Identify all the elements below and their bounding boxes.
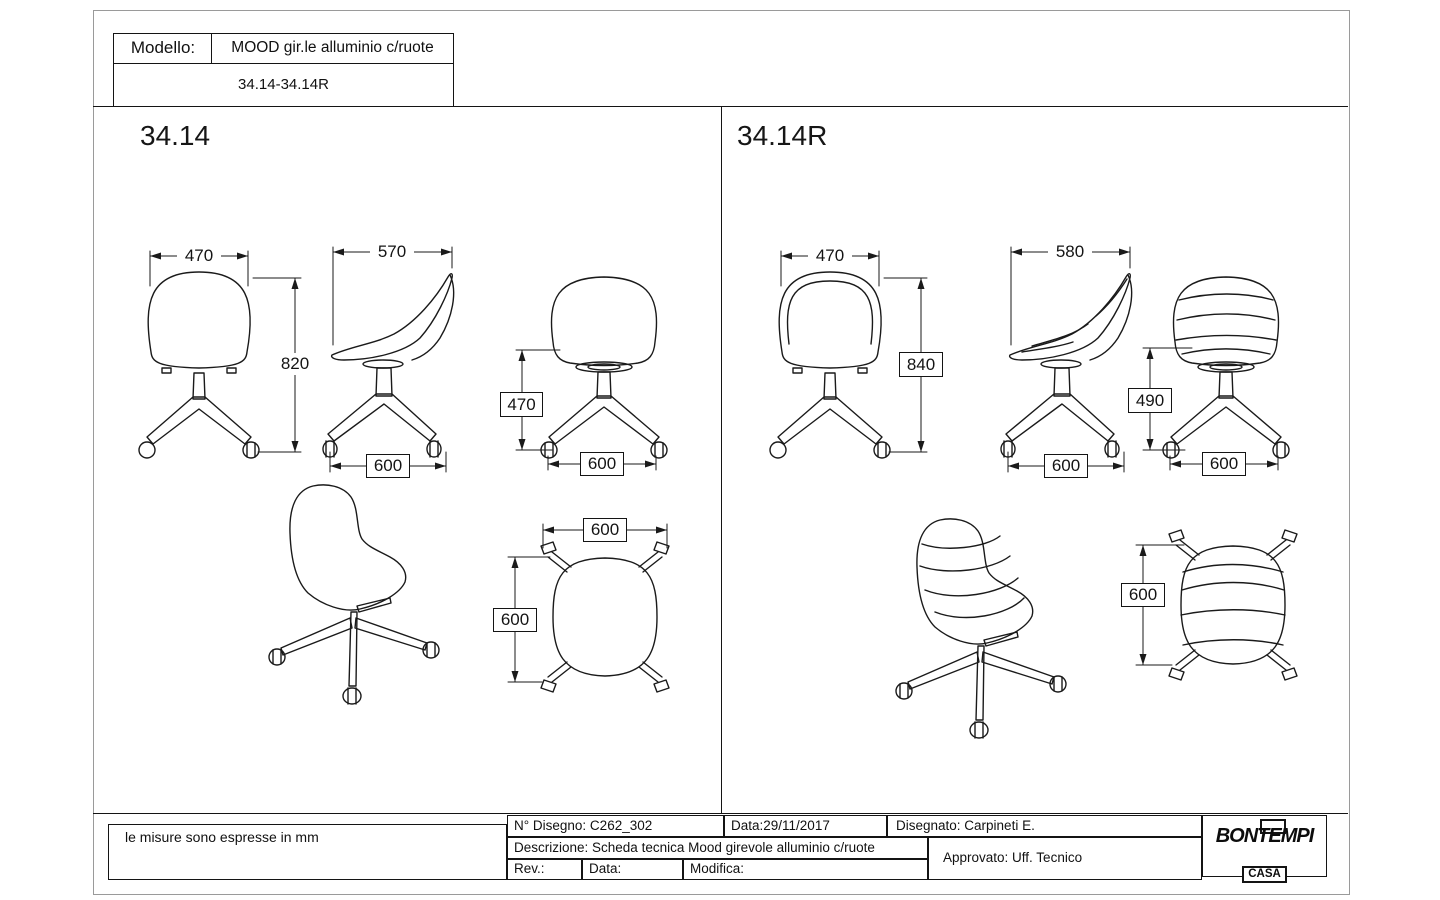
dim-label-front-height-3414r: 840 [899, 352, 943, 377]
model-label: Modello: [130, 38, 196, 57]
modify-label: Modifica: [690, 861, 745, 876]
view-front-3414 [139, 272, 259, 458]
dim-label-front-width-3414r: 470 [808, 245, 852, 267]
view-perspective-3414 [269, 485, 439, 704]
dim-label-seat-height-3414: 470 [500, 392, 543, 417]
view-front-3414r [770, 272, 890, 458]
dim-label-seat-height-3414r: 490 [1128, 388, 1172, 413]
view-top-3414 [541, 542, 669, 692]
model-value: MOOD gir.le alluminio c/ruote [231, 39, 434, 56]
brand-logo-box [1202, 815, 1327, 880]
description: Descrizione: Scheda tecnica Mood girevole alluminio c/ruote [514, 840, 875, 855]
footer-date-cell [724, 815, 887, 837]
drawing-date: Data:29/11/2017 [731, 818, 830, 833]
dim-label-front-width-3414: 470 [177, 245, 221, 267]
dim-label-side-base-3414r: 600 [1044, 454, 1088, 478]
footer-drawing-no-cell [507, 815, 724, 837]
dim-label-front-height-3414: 820 [273, 353, 317, 375]
footer-modify-cell [683, 859, 928, 880]
dim-label-top-depth-3414r: 600 [1121, 583, 1165, 607]
view-top-3414r [1169, 530, 1297, 680]
view-rear-3414 [541, 277, 667, 458]
dim-label-top-depth-3414: 600 [493, 608, 537, 632]
revision-date-label: Data: [589, 861, 622, 876]
footer-rev-date-cell [582, 859, 683, 880]
view-perspective-3414r [896, 519, 1066, 738]
footer-description-cell [507, 837, 928, 859]
drawing-number: N° Disegno: C262_302 [514, 818, 653, 833]
revision-label: Rev.: [514, 861, 545, 876]
brand-name: BONTEMPI [1215, 825, 1314, 847]
brand-sub-name: CASA [1242, 866, 1287, 883]
view-rear-3414r [1163, 277, 1289, 458]
section-label-3414: 34.14 [140, 120, 211, 151]
view-side-3414r [1001, 274, 1132, 457]
view-side-3414 [323, 274, 454, 457]
dim-label-side-width-3414: 570 [370, 241, 414, 263]
footer-designer-cell [887, 815, 1202, 837]
footer-approved-cell [928, 837, 1202, 880]
dim-label-top-width-3414: 600 [583, 518, 627, 542]
measure-unit-note: le misure sono espresse in mm [125, 829, 319, 845]
designer: Disegnato: Carpineti E. [896, 818, 1035, 833]
model-code: 34.14-34.14R [238, 75, 329, 93]
dim-label-side-base-3414: 600 [366, 454, 410, 478]
dim-label-side-width-3414r: 580 [1048, 241, 1092, 263]
approved-by: Approvato: Uff. Tecnico [943, 850, 1083, 865]
section-label-3414r: 34.14R [737, 120, 828, 151]
footer-note-cell [108, 824, 507, 880]
dim-label-rear-base-3414r: 600 [1202, 452, 1246, 476]
dim-label-rear-base-3414: 600 [580, 452, 624, 476]
footer-rev-cell [507, 859, 582, 880]
